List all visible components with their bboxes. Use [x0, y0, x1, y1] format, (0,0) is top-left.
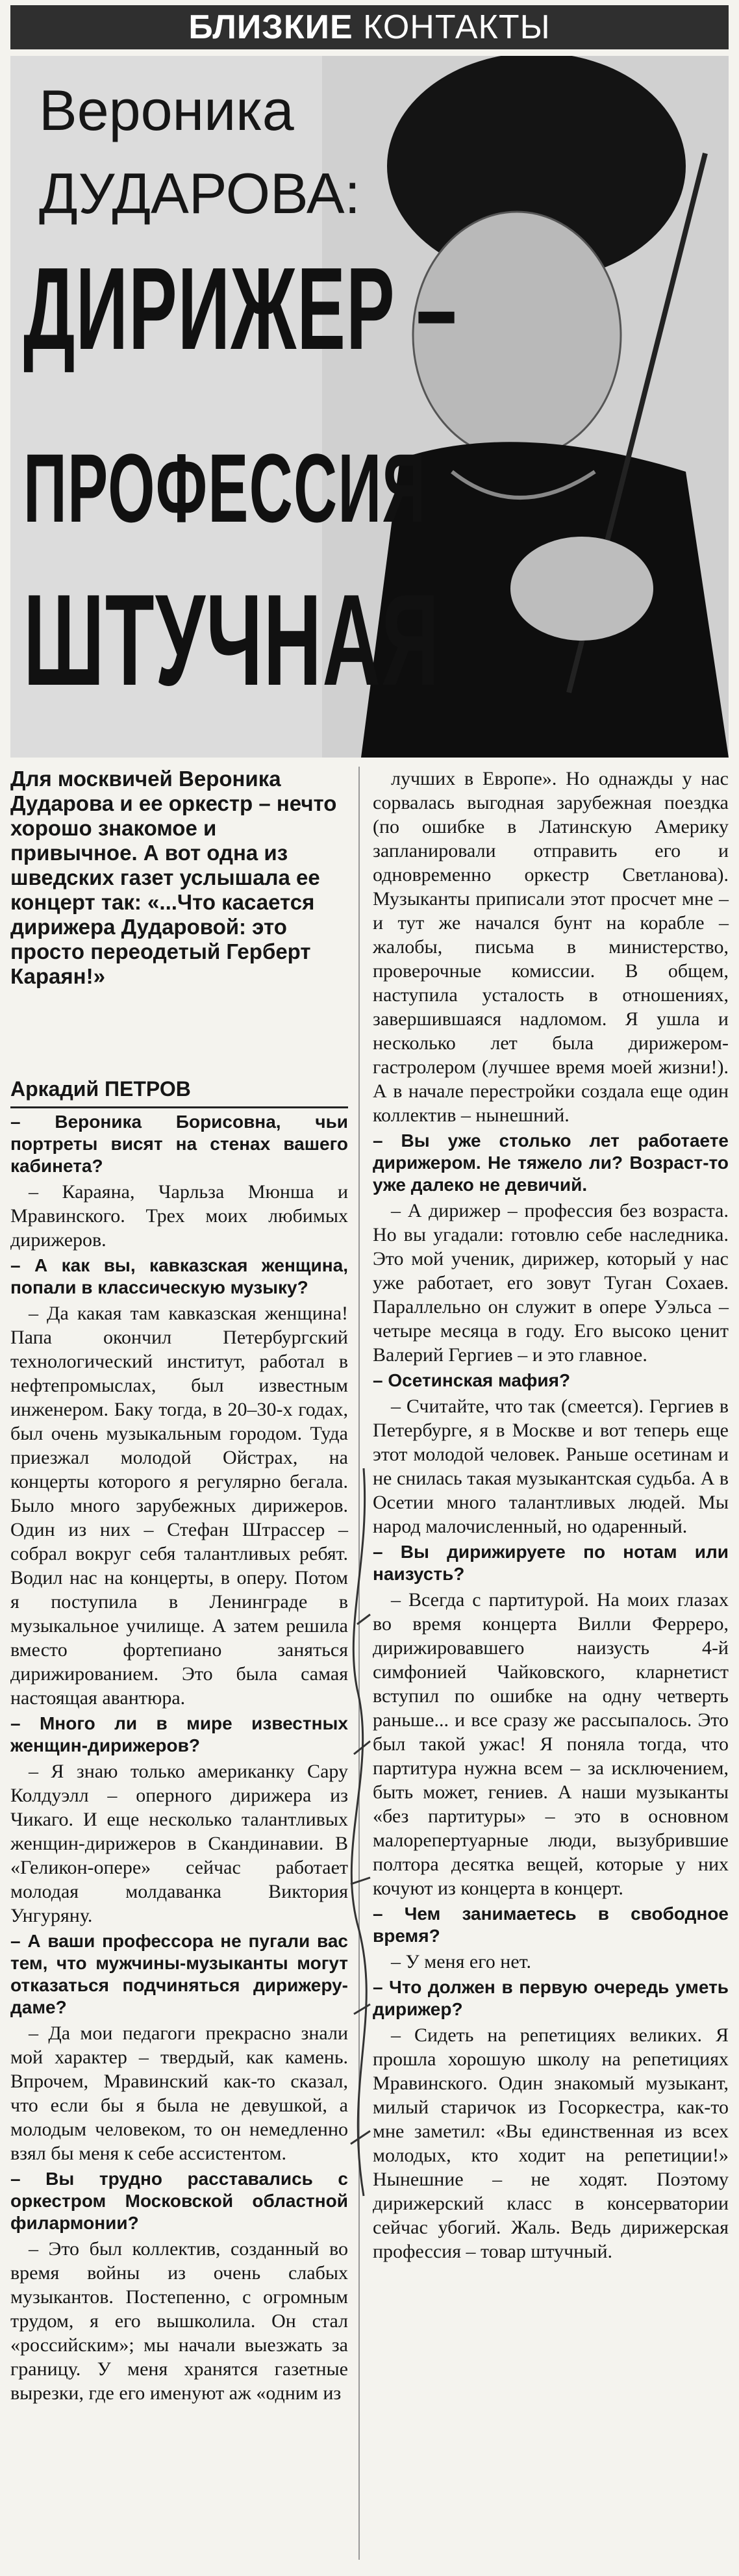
left-column	[10, 1111, 348, 2408]
headline-line-3: ШТУЧНАЯ	[23, 568, 440, 713]
right-column	[373, 767, 729, 2266]
lead-paragraph: Для москвичей Вероника Дударова и ее оркестр – нечто хорошо знакомое и привычное. А вот одна из шведских газет услышала ее концерт так: «...Что касается дирижера Дударовой: это просто переодетый Герберт Караян!»	[10, 767, 337, 988]
paragraph: – А дирижер – профессия без возраста. Но вы угадали: готовлю себе наследника. Это мой ученик, дирижер, который у нас уже работает, его зовут Туган Сохаев. Параллельно он служит в опере Уэльса – четыре месяца в году. Его высоко ценит Валерий Гергиев – и это главное.	[373, 1200, 729, 1366]
question: – Вы уже столько лет работаете дирижером. Не тяжело ли? Возраст-то уже далеко не девичий.	[373, 1130, 729, 1195]
question: – Вы дирижируете по нотам или наизусть?	[373, 1542, 729, 1584]
headline-line-1: ДИРИЖЕР –	[23, 244, 458, 374]
headline-block	[10, 56, 729, 758]
rubric-bold: БЛИЗКИЕ	[188, 8, 353, 46]
paragraph: лучших в Европе». Но однажды у нас сорвалась выгодная зарубежная поездка (по ошибке в Латинскую Америку запланировали отправить его и одновременно оркестр Светланова). Музыканты приписали этот просчет мне – и тут же начался бунт на корабле – жалобы, письма в министерство, проверочные комиссии. В общем, наступила усталость в отношениях, завершившаяся надломом. Я ушла и несколько лет была дирижером-гастролером (лучшее время моей жизни!). А в начале перестройки создала еще один коллектив – нынешний.	[373, 768, 729, 1126]
paragraph: – Считайте, что так (смеется). Гергиев в Петербурге, я в Москве и вот теперь еще этот молодой человек. Раньше осетинам и не снилась такая музыкантская судьба. А в Осетии много талантливых людей. Мы народ малочисленный, но одаренный.	[373, 1396, 729, 1537]
paragraph: – Я знаю только американку Сару Колдуэлл – оперного дирижера из Чикаго. И еще несколько талантливых женщин-дирижеров в Скандинавии. В «Геликон-опере» сейчас работает молодая молдаванка Виктория Унгуряну.	[10, 1761, 348, 1926]
paragraph: – Сидеть на репетициях великих. Я прошла хорошую школу на репетициях Мравинского. Один знакомый музыкант, милый старичок из Госоркестра, как-то мне заметил: «Вы единственная из всех молодых, кто ходит на репетиции!» Нынешние – не ходят. Поэтому дирижерский класс в консерватории сейчас убогий. Жаль. Ведь дирижерская профессия – товар штучный.	[373, 2024, 729, 2262]
question: – А как вы, кавказская женщина, попали в классическую музыку?	[10, 1255, 348, 1297]
headline-line-2: ПРОФЕССИЯ	[23, 433, 427, 542]
question: – А ваши профессора не пугали вас тем, что мужчины-музыканты могут отказаться подчиняться дирижеру-даме?	[10, 1931, 348, 2017]
rubric-header	[10, 5, 729, 49]
paragraph: – Всегда с партитурой. На моих глазах во время концерта Вилли Ферреро, дирижировавшего наизусть 4-й симфонией Чайковского, кларнетист вступил по ошибке на одну четверть раньше... и все сразу же рассыпалось. Это был такой ужас! Я поняла тогда, что партитура нужна всем – за исключением, быть может, гениев. А наши музыканты «без партитуры» – это в основном малорепертуарные люди, вызубрившие полтора десятка вещей, которые у них кочуют из концерта в концерт.	[373, 1589, 729, 1899]
question: – Много ли в мире известных женщин-дирижеров?	[10, 1713, 348, 1755]
handwritten-signature	[305, 1429, 409, 2209]
question: – Что должен в первую очередь уметь дирижер?	[373, 1977, 729, 2019]
paragraph: – У меня его нет.	[391, 1951, 531, 1972]
question: – Осетинская мафия?	[373, 1370, 571, 1390]
question: – Вы трудно расставались с оркестром Московской областной филармонии?	[10, 2169, 348, 2233]
question: – Чем занимаетесь в свободное время?	[373, 1904, 729, 1946]
headline-first-name: Вероника	[39, 78, 294, 142]
paragraph: – Это был коллектив, созданный во время войны из очень слабых музыкантов. Постепенно, с огромным трудом, я его вышколила. Он стал «российским»; мы начали выезжать за границу. У меня хранятся газетные вырезки, где его именуют аж «одним из	[10, 2238, 348, 2404]
paragraph: – Караяна, Чарльза Мюнша и Мравинского. Трех моих любимых дирижеров.	[10, 1181, 348, 1251]
rubric-rest: КОНТАКТЫ	[363, 8, 551, 46]
headline-last-name: ДУДАРОВА:	[39, 161, 360, 225]
question: – Вероника Борисовна, чьи портреты висят на стенах вашего кабинета?	[10, 1112, 348, 1176]
paragraph: – Да мои педагоги прекрасно знали мой характер – твердый, как камень. Впрочем, Мравинский как-то сказал, что если бы я была не девушкой, а молодым человеком, то он немедленно взял бы меня к себе ассистентом.	[10, 2022, 348, 2164]
paragraph: – Да какая там кавказская женщина! Папа окончил Петербургский технологический институт, работал в нефтепромыслах, был известным инженером. Баку тогда, в 20–30-х годах, был очень музыкальным городом. Туда приезжал молодой Ойстрах, на концерты которого я регулярно бегала. Было много зарубежных дирижеров. Один из них – Стефан Штрассер – собрал вокруг себя талантливых ребят. Водил нас на концерты, в оперу. Потом я поступила в Ленинграде в музыкальное училище. А затем решила вместо фортепиано заняться дирижированием. Это была самая настоящая авантюра.	[10, 1303, 348, 1709]
author-byline: Аркадий ПЕТРОВ	[10, 1077, 348, 1108]
